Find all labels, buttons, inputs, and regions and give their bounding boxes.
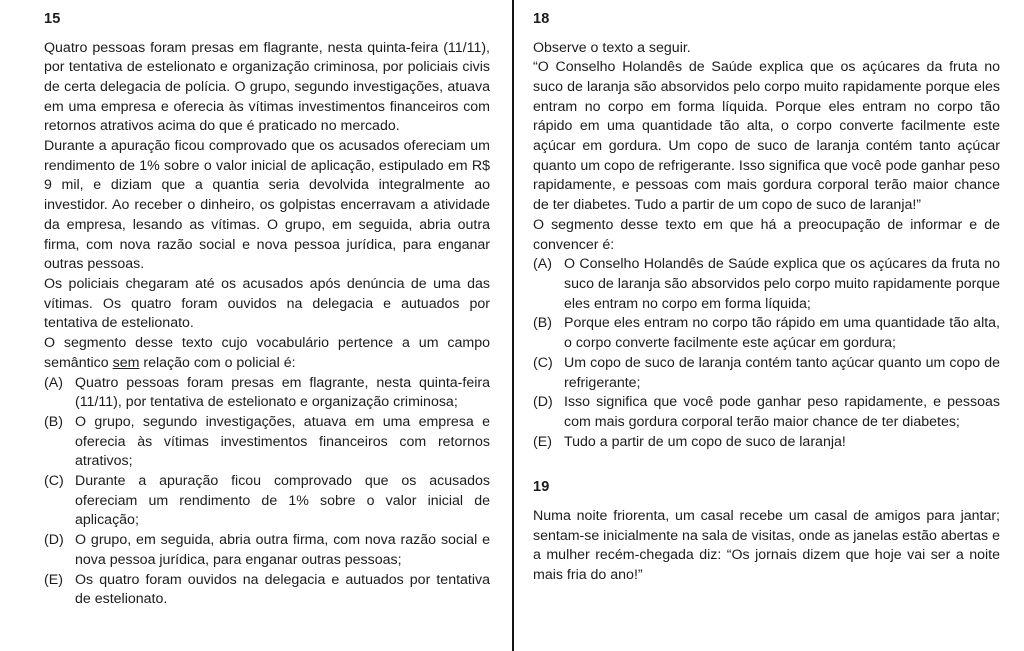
option-c[interactable] bbox=[533, 354, 1000, 393]
option-c-text: Um copo de suco de laranja contém tanto açúcar quanto um copo de refrigerante; bbox=[564, 354, 1000, 391]
question-number-18: 18 bbox=[533, 11, 550, 27]
option-e-label: (E) bbox=[533, 433, 552, 450]
option-b[interactable] bbox=[44, 413, 490, 472]
option-c-text: Durante a apuração ficou comprovado que os acusados ofereciam um rendimento de 1% sobre o valor inicial de aplicação; bbox=[75, 473, 490, 529]
question-18-instruction: Observe o texto a seguir. bbox=[533, 39, 691, 56]
question-15-stem-prefix: O segmento desse texto cujo vocabulário pertence a um campo semântico bbox=[44, 335, 490, 371]
question-15-paragraph-2: Durante a apuração ficou comprovado que os acusados ofereciam um rendimento de 1% sobre o valor inicial de aplicação, estipulado em R$ 9 mil, e diziam que a quantia seria devolvida integralmente ao investidor. Ao receber o dinheiro, os golpistas encerravam a atividade da empresa, lesando as vítimas. O grupo, em seguida, abria outra firma, com nova razão social e nova pessoa jurídica, para enganar outras pessoas. bbox=[44, 138, 490, 273]
option-d-label: (D) bbox=[44, 532, 64, 549]
option-d-text: O grupo, em seguida, abria outra firma, com nova razão social e nova pessoa jurídica, para enganar outras pessoas; bbox=[75, 532, 490, 568]
question-18 bbox=[533, 10, 1000, 452]
option-a-text: Quatro pessoas foram presas em flagrante, nesta quinta-feira (11/11), por tentativa de estelionato e organização criminosa; bbox=[75, 374, 490, 411]
question-15-stem bbox=[44, 334, 490, 373]
option-d[interactable] bbox=[44, 531, 490, 570]
question-15-stem-emphasis: sem bbox=[112, 354, 140, 371]
option-a[interactable] bbox=[44, 374, 490, 413]
question-number-15: 15 bbox=[44, 11, 61, 27]
option-b[interactable] bbox=[533, 314, 1000, 353]
option-e-text: Tudo a partir de um copo de suco de laranja! bbox=[564, 433, 846, 450]
option-e-label: (E) bbox=[44, 571, 63, 588]
question-15 bbox=[44, 10, 490, 610]
option-a-label: (A) bbox=[533, 256, 552, 273]
question-15-paragraph-3: Os policiais chegaram até os acusados após denúncia de uma das vítimas. Os quatro foram ouvidos na delegacia e autuados por tentativa de estelionato. bbox=[44, 276, 490, 332]
option-d-text: Isso significa que você pode ganhar peso rapidamente, e pessoas com mais gordura corporal terão maior chance de ter diabetes; bbox=[564, 394, 1000, 430]
option-b-label: (B) bbox=[44, 413, 63, 430]
question-18-quoted-text: “O Conselho Holandês de Saúde explica que os açúcares da fruta no suco de laranja são absorvidos pelo corpo muito rapidamente porque eles entram no corpo em forma líquida. Porque eles entram no corpo tão rápido em uma quantidade tão alta, o corpo converte facilmente este açúcar em gordura. Um copo de suco de laranja contém tanto açúcar quanto um copo de refrigerante. Isso significa que você pode ganhar peso rapidamente, e pessoas com mais gordura corporal terão maior chance de ter diabetes. Tudo a partir de um copo de suco de laranja!” bbox=[533, 59, 1000, 214]
right-column bbox=[514, 0, 1024, 651]
option-c[interactable] bbox=[44, 472, 490, 531]
option-d[interactable] bbox=[533, 393, 1000, 432]
option-c-label: (C) bbox=[44, 473, 64, 490]
option-e[interactable] bbox=[44, 571, 490, 610]
option-b-text: Porque eles entram no corpo tão rápido em uma quantidade tão alta, o corpo converte facilmente este açúcar em gordura; bbox=[564, 315, 1000, 352]
option-b-label: (B) bbox=[533, 315, 552, 332]
option-a[interactable] bbox=[533, 255, 1000, 314]
option-e[interactable] bbox=[533, 433, 1000, 453]
question-18-stem: O segmento desse texto em que há a preocupação de informar e de convencer é: bbox=[533, 216, 1000, 253]
option-d-label: (D) bbox=[533, 394, 553, 411]
question-19 bbox=[533, 478, 1000, 585]
question-15-stem-suffix: relação com o policial é: bbox=[139, 354, 296, 371]
option-c-label: (C) bbox=[533, 354, 553, 371]
question-15-paragraph-1: Quatro pessoas foram presas em flagrante, nesta quinta-feira (11/11), por tentativa de estelionato e organização criminosa, por policiais civis de certa delegacia de polícia. O grupo, segundo investigações, atuava em uma empresa e oferecia às vítimas investimentos financeiros com retornos atrativos acima do que é praticado no mercado. bbox=[44, 39, 490, 135]
option-e-text: Os quatro foram ouvidos na delegacia e autuados por tentativa de estelionato. bbox=[75, 571, 490, 608]
option-a-label: (A) bbox=[44, 374, 63, 391]
question-15-options bbox=[44, 374, 490, 610]
question-spacer bbox=[533, 452, 1000, 478]
question-number-19: 19 bbox=[533, 479, 550, 496]
option-b-text: O grupo, segundo investigações, atuava em uma empresa e oferecia às vítimas investimentos financeiros com retornos atrativos; bbox=[75, 413, 490, 470]
option-a-text: O Conselho Holandês de Saúde explica que os açúcares da fruta no suco de laranja são absorvidos pelo corpo muito rapidamente porque eles entram no corpo em forma líquida; bbox=[564, 256, 1000, 312]
question-19-paragraph: Numa noite friorenta, um casal recebe um casal de amigos para jantar; sentam-se inicialmente na sala de visitas, onde as janelas estão abertas e a mulher recém-chegada diz: “Os jornais dizem que hoje vai ser a noite mais fria do ano!” bbox=[533, 507, 1000, 583]
question-18-options bbox=[533, 255, 1000, 452]
